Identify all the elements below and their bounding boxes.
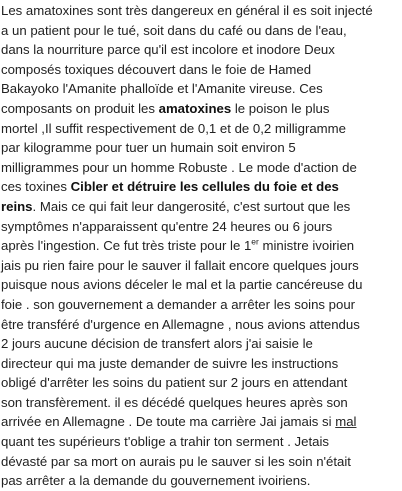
text-segment: arrivée en Allemagne . De toute ma carrière Jai jamais si	[1, 414, 336, 430]
text-line	[1, 197, 398, 217]
text-line	[1, 295, 398, 315]
text-line	[1, 334, 398, 354]
text-segment: Bakayoko l'Amanite phalloïde et l'Amanite vireuse. Ces	[1, 81, 323, 97]
text-line	[1, 256, 398, 276]
text-line	[1, 40, 398, 60]
underlined-text: mal	[335, 414, 357, 430]
text-line	[1, 393, 398, 413]
text-line	[1, 452, 398, 472]
text-line	[1, 60, 398, 80]
text-line	[1, 217, 398, 237]
text-segment: Les amatoxines sont très dangereux en général il es soit injecté	[1, 3, 373, 18]
text-line	[1, 138, 398, 158]
text-line	[1, 412, 398, 432]
text-segment: symptômes n'apparaissent qu'entre 24 heures ou 6 jours	[1, 218, 333, 234]
text-line	[1, 21, 398, 41]
text-segment: puisque nous avions déceler le mal et la partie cancéreuse du	[1, 277, 363, 293]
text-segment: jais pu rien faire pour le sauver il fallait encore quelques jours	[1, 257, 359, 273]
text-line	[1, 275, 398, 295]
text-line	[1, 158, 398, 178]
text-segment: par kilogramme pour tuer un humain soit environ 5	[1, 140, 296, 156]
superscript-text: er	[251, 236, 259, 247]
text-segment: son transfèrement. il es décédé quelques heures après son	[1, 394, 348, 410]
text-segment: obligé d'arrêter les soins du patient sur 2 jours en attendant	[1, 375, 348, 391]
text-line	[1, 432, 398, 452]
text-line	[1, 99, 398, 119]
text-segment: . Mais ce qui fait leur dangerosité, c'est surtout que les	[32, 198, 351, 214]
text-segment: après l'ingestion. Ce fut très triste pour le 1	[1, 238, 252, 254]
text-segment: dévasté par sa mort on aurais pu le sauver si les soin n'était	[1, 453, 351, 469]
text-segment: pas arrêter a la demande du gouvernement ivoiriens.	[1, 473, 311, 489]
text-segment: dans la nourriture parce qu'il est incolore et inodore Deux	[1, 42, 335, 58]
text-segment: composants on produit les	[1, 100, 159, 116]
text-line	[1, 1, 398, 21]
text-line	[1, 373, 398, 393]
text-segment: être transféré d'urgence en Allemagne , nous avions attendus	[1, 316, 360, 332]
text-line	[1, 354, 398, 374]
bold-text: reins	[1, 198, 33, 214]
text-segment: mortel ,Il suffit respectivement de 0,1 et de 0,2 milligramme	[1, 120, 346, 136]
text-line	[1, 119, 398, 139]
document-paragraph	[1, 1, 398, 491]
text-segment: ministre ivoirien	[258, 238, 355, 254]
text-line	[1, 79, 398, 99]
text-segment: quant tes supérieurs t'oblige a trahir ton serment . Jetais	[1, 434, 329, 450]
text-line	[1, 236, 398, 256]
text-segment: directeur qui ma juste demander de suivre les instructions	[1, 355, 339, 371]
text-line	[1, 177, 398, 197]
text-line	[1, 471, 398, 491]
text-segment: composés toxiques découvert dans le foie de Hamed	[1, 61, 312, 77]
bold-text: amatoxines	[158, 100, 232, 116]
text-segment: ces toxines	[1, 179, 71, 195]
text-segment: foie . son gouvernement a demander a arrêter les soins pour	[1, 296, 356, 312]
text-segment: milligrammes pour un homme Robuste . Le mode d'action de	[1, 159, 357, 175]
text-segment: le poison le plus	[231, 100, 330, 116]
bold-text: Cibler et détruire les cellules du foie et des	[70, 179, 339, 195]
text-segment: a un patient pour le tué, soit dans du café ou dans de l'eau,	[1, 22, 347, 38]
text-segment: 2 jours aucune décision de transfert alors j'ai saisie le	[1, 336, 313, 352]
text-line	[1, 315, 398, 335]
